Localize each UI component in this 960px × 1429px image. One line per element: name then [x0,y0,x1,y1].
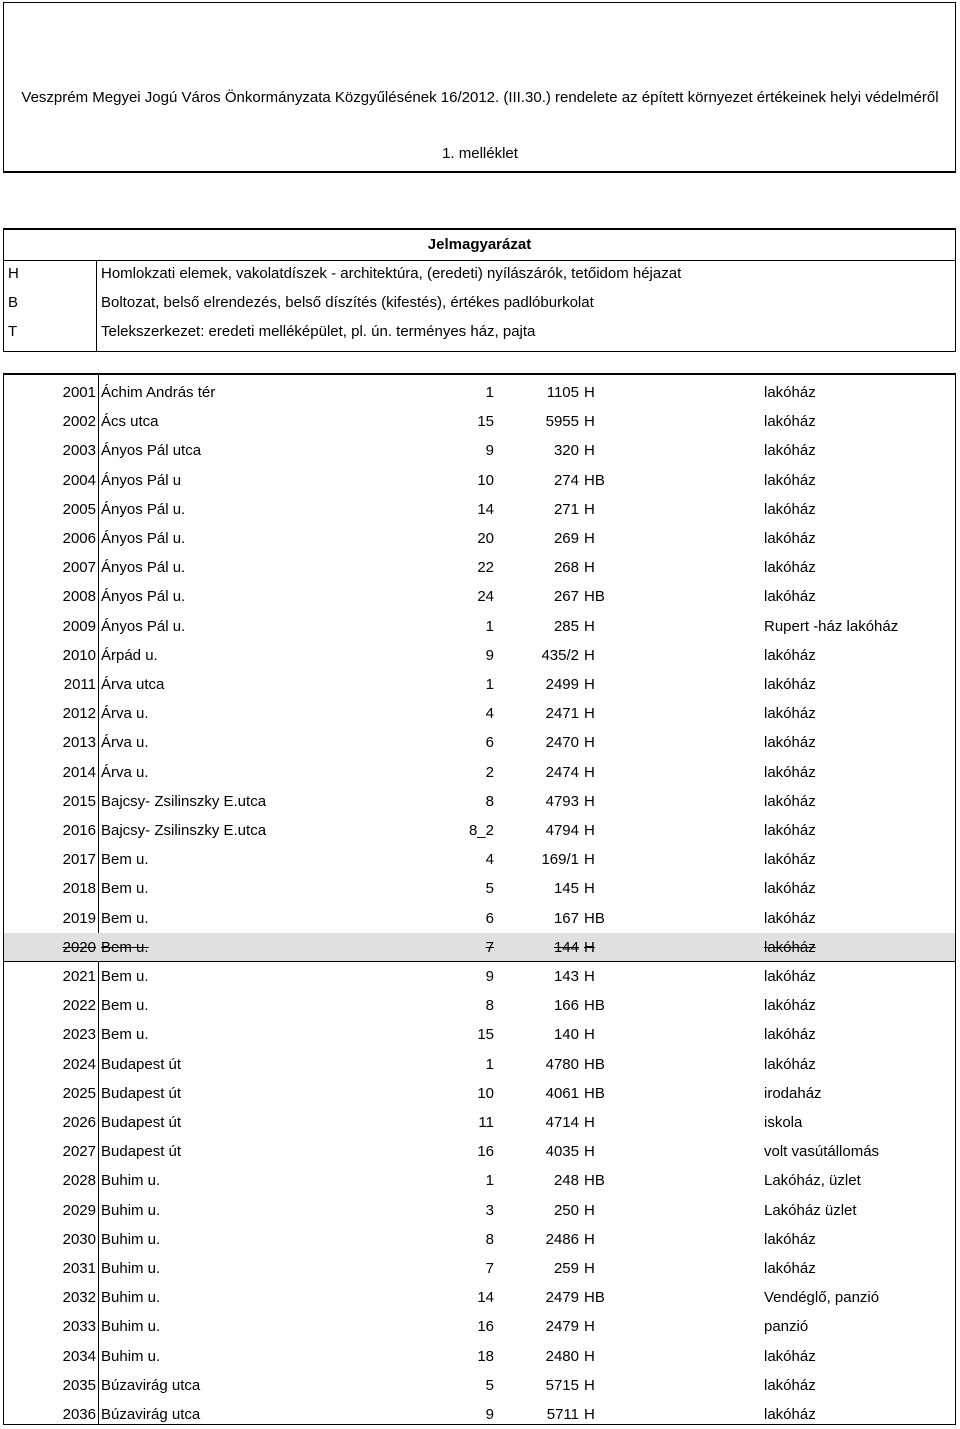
street-name: Árva u. [101,705,149,723]
protection-category: H [584,1026,595,1044]
street-name: Ányos Pál u. [101,500,186,518]
protection-category: H [584,1260,595,1277]
street-name: Budapest út [101,1084,182,1102]
table-row [4,1254,955,1283]
protection-category: H [584,676,595,693]
protection-category: H [584,1376,595,1394]
lot-number: 2479 [545,1289,579,1307]
table-row [4,1108,955,1137]
row-id: 2002 [62,413,96,431]
table-row [4,1137,955,1166]
lot-number: 4793 [545,792,579,810]
lot-number: 268 [553,559,579,577]
row-id: 2033 [62,1318,96,1336]
street-name: Búzavirág utca [101,1376,201,1394]
building-use: Rupert -ház lakóház [764,617,899,635]
protection-category: HB [584,1289,605,1307]
protection-category: HB [584,1172,605,1190]
protection-category: HB [584,1055,605,1073]
protection-category: HB [584,1084,605,1102]
building-use: lakóház [764,1055,816,1073]
house-number: 10 [477,471,494,489]
row-id: 2012 [62,705,96,723]
house-number: 9 [485,442,494,460]
table-row [4,699,955,728]
building-use: irodaház [764,1084,822,1102]
house-number: 1 [485,1172,494,1190]
street-name: Buhim u. [101,1318,161,1336]
building-use: lakóház [764,442,816,460]
table-row [4,1050,955,1079]
house-number: 16 [477,1318,494,1336]
house-number: 8 [485,1230,494,1248]
monument-table [3,373,956,1425]
legend-key: B [8,294,19,311]
lot-number: 4035 [545,1143,579,1161]
lot-number: 144 [553,938,579,956]
street-name: Ányos Pál u [101,471,182,489]
building-use: lakóház [764,792,816,810]
table-row [4,816,955,845]
street-name: Árva u. [101,763,149,781]
legend-key: H [8,265,19,282]
street-name: Ányos Pál u. [101,617,186,635]
street-name: Árva utca [101,676,165,693]
row-id: 2036 [62,1406,96,1423]
lot-number: 248 [553,1172,579,1190]
building-use: Lakóház, üzlet [764,1172,861,1190]
table-row [4,378,955,407]
table-row [4,991,955,1020]
table-row [4,845,955,874]
street-name: Ányos Pál u. [101,588,186,606]
protection-category: H [584,442,595,460]
house-number: 20 [477,530,494,547]
protection-category: H [584,851,595,869]
row-id: 2030 [62,1230,96,1248]
lot-number: 2486 [545,1230,579,1248]
building-use: lakóház [764,500,816,518]
table-row [4,1342,955,1371]
protection-category: H [584,880,595,898]
house-number: 2 [485,763,494,781]
legend-description: Boltozat, belső elrendezés, belső díszítés (kifestés), értékes padlóburkolat [101,294,594,311]
lot-number: 166 [553,997,579,1015]
protection-category: HB [584,997,605,1015]
building-use: lakóház [764,851,816,869]
protection-category: H [584,705,595,723]
street-name: Ányos Pál u. [101,559,186,577]
lot-number: 167 [553,909,579,927]
protection-category: HB [584,588,605,606]
street-name: Ács utca [101,413,159,431]
protection-category: H [584,646,595,664]
protection-category: H [584,1347,595,1365]
lot-number: 5711 [546,1406,579,1423]
protection-category: H [584,968,595,985]
legend-description: Telekszerkezet: eredeti melléképület, pl. ún. terményes ház, pajta [101,323,536,340]
row-id: 2027 [62,1143,96,1161]
row-id: 2022 [62,997,96,1015]
building-use: lakóház [764,1026,816,1044]
house-number: 6 [485,734,494,752]
table-row [4,1079,955,1108]
street-name: Buhim u. [101,1260,161,1277]
house-number: 8 [485,792,494,810]
lot-number: 435/2 [541,646,579,664]
house-number: 1 [485,1055,494,1073]
building-use: lakóház [764,1260,816,1277]
protection-category: HB [584,471,605,489]
protection-category: H [584,413,595,431]
document-title: Veszprém Megyei Jogú Város Önkormányzata Közgyűlésének 16/2012. (III.30.) rendelete az épített környezet értékeinek helyi védelméről [21,89,939,106]
row-id: 2032 [62,1289,96,1307]
row-id: 2020 [62,938,96,956]
row-id: 2031 [62,1260,96,1277]
lot-number: 259 [553,1260,579,1277]
row-id: 2010 [62,646,96,664]
protection-category: H [584,617,595,635]
house-number: 9 [485,968,494,985]
protection-category: H [584,938,595,956]
lot-number: 5955 [545,413,579,431]
building-use: lakóház [764,413,816,431]
legend-item-t [4,318,955,347]
table-row [4,1020,955,1049]
row-id: 2029 [62,1201,96,1219]
row-id: 2003 [62,442,96,460]
lot-number: 145 [553,880,579,898]
row-id: 2006 [62,530,96,547]
building-use: lakóház [764,705,816,723]
row-id: 2015 [62,792,96,810]
lot-number: 2471 [545,705,579,723]
table-row [4,1196,955,1225]
street-name: Bem u. [101,938,149,956]
building-use: lakóház [764,997,816,1015]
house-number: 8_2 [468,822,494,839]
house-number: 22 [477,559,494,577]
protection-category: H [584,559,595,577]
street-name: Budapest út [101,1055,182,1073]
lot-number: 2479 [545,1318,579,1336]
row-id: 2011 [63,676,96,693]
protection-category: H [584,822,595,839]
lot-number: 271 [553,500,579,518]
lot-number: 4061 [545,1084,579,1102]
table-row [4,787,955,816]
table-row [4,670,955,699]
house-number: 14 [477,1289,494,1307]
lot-number: 2480 [545,1347,579,1365]
house-number: 9 [485,1406,494,1423]
row-id: 2035 [62,1376,96,1394]
house-number: 9 [485,646,494,664]
street-name: Bem u. [101,909,149,927]
lot-number: 2499 [545,676,579,693]
building-use: lakóház [764,588,816,606]
building-use: lakóház [764,676,816,693]
row-id: 2018 [62,880,96,898]
table-row [4,436,955,465]
street-name: Bem u. [101,851,149,869]
lot-number: 274 [553,471,579,489]
house-number: 1 [485,384,494,401]
house-number: 15 [477,1026,494,1044]
lot-number: 250 [553,1201,579,1219]
street-name: Búzavirág utca [101,1406,201,1423]
street-name: Buhim u. [101,1289,161,1307]
building-use: lakóház [764,734,816,752]
table-row [4,728,955,757]
row-id: 2024 [62,1055,96,1073]
house-number: 7 [485,938,494,956]
table-row [4,612,955,641]
row-id: 2014 [62,763,96,781]
lot-number: 267 [553,588,579,606]
building-use: lakóház [764,1406,816,1423]
legend-description: Homlokzati elemek, vakolatdíszek - architektúra, (eredeti) nyílászárók, tetőidom héjazat [101,265,682,282]
building-use: lakóház [764,822,816,839]
street-name: Ányos Pál utca [101,442,202,460]
legend-title: Jelmagyarázat [427,236,532,253]
house-number: 4 [485,851,494,869]
house-number: 16 [477,1143,494,1161]
table-row [4,758,955,787]
building-use: lakóház [764,384,816,401]
row-id: 2028 [62,1172,96,1190]
protection-category: H [584,500,595,518]
lot-number: 2474 [545,763,579,781]
table-row [4,1225,955,1254]
row-id: 2013 [62,734,96,752]
street-name: Buhim u. [101,1347,161,1365]
row-id: 2019 [62,909,96,927]
protection-category: H [584,1143,595,1161]
lot-number: 140 [553,1026,579,1044]
house-number: 14 [477,500,494,518]
street-name: Budapest út [101,1143,182,1161]
building-use: volt vasútállomás [764,1143,880,1161]
table-row [4,1283,955,1312]
annex-label: 1. melléklet [442,145,518,162]
row-id: 2005 [62,500,96,518]
building-use: lakóház [764,530,816,547]
house-number: 1 [485,676,494,693]
row-id: 2001 [62,384,96,401]
table-row [4,1312,955,1341]
building-use: lakóház [764,1230,816,1248]
protection-category: H [584,1201,595,1219]
street-name: Buhim u. [101,1230,161,1248]
protection-category: H [584,530,595,547]
protection-category: HB [584,909,605,927]
table-row [4,904,955,933]
row-id: 2007 [62,559,96,577]
legend-key: T [8,323,18,340]
lot-number: 5715 [545,1376,579,1394]
table-row [4,553,955,582]
building-use: lakóház [764,1376,816,1394]
lot-number: 320 [553,442,579,460]
protection-category: H [584,1230,595,1248]
house-number: 24 [477,588,494,606]
row-id: 2026 [62,1114,96,1131]
row-id: 2025 [62,1084,96,1102]
house-number: 7 [485,1260,494,1277]
legend-item-b [4,289,955,318]
street-name: Bem u. [101,997,149,1015]
street-name: Budapest út [101,1114,182,1131]
table-row [4,962,955,991]
house-number: 18 [477,1347,494,1365]
lot-number: 285 [553,617,579,635]
table-row [4,495,955,524]
table-row [4,933,955,962]
building-use: lakóház [764,763,816,781]
building-use: lakóház [764,646,816,664]
building-use: Vendéglő, panzió [764,1289,880,1307]
building-use: panzió [764,1318,809,1336]
street-name: Buhim u. [101,1172,161,1190]
row-id: 2009 [62,617,96,635]
row-id: 2017 [62,851,96,869]
street-name: Bem u. [101,968,149,985]
house-number: 5 [485,1376,494,1394]
lot-number: 269 [553,530,579,547]
table-row [4,874,955,903]
protection-category: H [584,1114,595,1131]
row-id: 2004 [62,471,96,489]
lot-number: 169/1 [541,851,579,869]
building-use: Lakóház üzlet [764,1201,857,1219]
street-name: Bem u. [101,1026,149,1044]
protection-category: H [584,792,595,810]
row-id: 2016 [62,822,96,839]
building-use: lakóház [764,880,816,898]
protection-category: H [584,1406,595,1423]
street-name: Ányos Pál u. [101,530,186,547]
house-number: 5 [485,880,494,898]
protection-category: H [584,384,595,401]
house-number: 10 [477,1084,494,1102]
building-use: lakóház [764,559,816,577]
house-number: 8 [485,997,494,1015]
lot-number: 4714 [545,1114,579,1131]
lot-number: 4780 [545,1055,579,1073]
protection-category: H [584,763,595,781]
building-use: lakóház [764,471,816,489]
row-id: 2021 [62,968,96,985]
street-name: Bajcsy- Zsilinszky E.utca [101,822,267,839]
row-id: 2023 [62,1026,96,1044]
lot-number: 2470 [545,734,579,752]
street-name: Bem u. [101,880,149,898]
street-name: Árva u. [101,734,149,752]
protection-category: H [584,734,595,752]
house-number: 6 [485,909,494,927]
street-name: Áchim András tér [101,384,216,401]
legend-item-h [4,260,955,289]
lot-number: 4794 [545,822,579,839]
building-use: lakóház [764,938,816,956]
building-use: lakóház [764,1347,816,1365]
table-row [4,582,955,611]
building-use: lakóház [764,968,816,985]
street-name: Árpád u. [101,646,158,664]
table-row [4,641,955,670]
table-row [4,1400,955,1429]
row-id: 2034 [62,1347,96,1365]
house-number: 1 [485,617,494,635]
table-row [4,1166,955,1195]
protection-category: H [584,1318,595,1336]
house-number: 4 [485,705,494,723]
house-number: 11 [478,1114,494,1131]
lot-number: 143 [553,968,579,985]
building-use: iskola [764,1114,803,1131]
table-row [4,466,955,495]
house-number: 15 [477,413,494,431]
table-row [4,407,955,436]
lot-number: 1105 [546,384,579,401]
building-use: lakóház [764,909,816,927]
table-row [4,524,955,553]
table-row [4,1371,955,1400]
street-name: Bajcsy- Zsilinszky E.utca [101,792,267,810]
house-number: 3 [485,1201,494,1219]
street-name: Buhim u. [101,1201,161,1219]
legend-box [3,228,956,352]
row-id: 2008 [62,588,96,606]
